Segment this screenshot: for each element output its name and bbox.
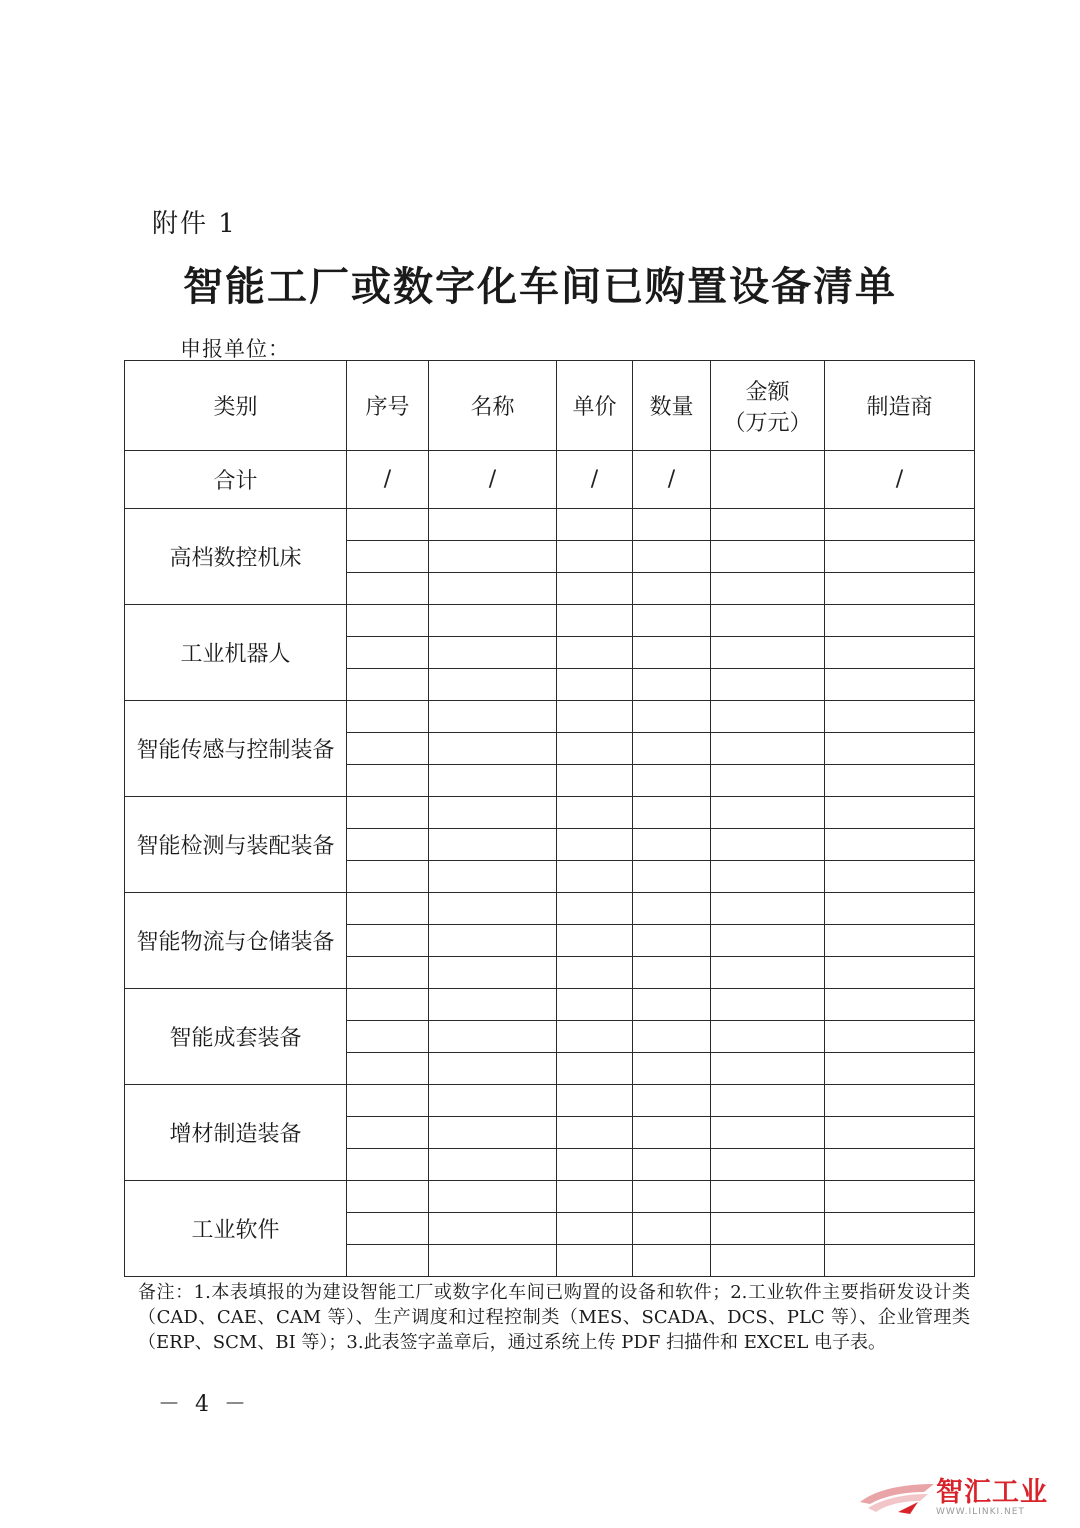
table-row — [125, 1085, 975, 1117]
table-row — [125, 605, 975, 637]
manufacturer-cell — [825, 701, 975, 733]
name-cell — [429, 797, 557, 829]
serial-cell — [347, 1021, 429, 1053]
table-row — [125, 797, 975, 829]
quantity-cell — [633, 733, 711, 765]
quantity-cell — [633, 605, 711, 637]
table-row — [125, 989, 975, 1021]
category-cell: 智能检测与装配装备 — [125, 797, 347, 893]
amount-cell — [711, 541, 825, 573]
serial-cell — [347, 925, 429, 957]
amount-cell — [711, 1053, 825, 1085]
manufacturer-cell — [825, 637, 975, 669]
unit-price-cell — [557, 829, 633, 861]
name-cell — [429, 573, 557, 605]
unit-price-cell — [557, 989, 633, 1021]
amount-cell — [711, 1085, 825, 1117]
quantity-cell — [633, 1245, 711, 1277]
category-cell: 智能物流与仓储装备 — [125, 893, 347, 989]
watermark-logo-icon — [858, 1478, 936, 1518]
serial-cell — [347, 1085, 429, 1117]
amount-cell — [711, 573, 825, 605]
unit-price-cell — [557, 669, 633, 701]
category-cell: 智能传感与控制装备 — [125, 701, 347, 797]
serial-cell — [347, 1053, 429, 1085]
attachment-label: 附件 1 — [152, 209, 237, 239]
header-category: 类别 — [125, 361, 347, 451]
header-amount-line1: 金额 — [745, 379, 790, 405]
quantity-cell — [633, 957, 711, 989]
name-cell — [429, 669, 557, 701]
serial-cell — [347, 509, 429, 541]
name-cell — [429, 1117, 557, 1149]
unit-price-cell — [557, 797, 633, 829]
unit-price-cell — [557, 893, 633, 925]
serial-cell — [347, 797, 429, 829]
page-title: 智能工厂或数字化车间已购置设备清单 — [183, 264, 897, 310]
name-cell — [429, 861, 557, 893]
manufacturer-cell — [825, 1149, 975, 1181]
manufacturer-cell — [825, 573, 975, 605]
amount-cell — [711, 1117, 825, 1149]
serial-cell — [347, 1213, 429, 1245]
quantity-cell — [633, 925, 711, 957]
amount-cell — [711, 1149, 825, 1181]
quantity-cell — [633, 829, 711, 861]
name-cell — [429, 893, 557, 925]
unit-price-cell — [557, 925, 633, 957]
name-cell — [429, 1021, 557, 1053]
quantity-cell — [633, 1181, 711, 1213]
name-cell — [429, 989, 557, 1021]
name-cell — [429, 829, 557, 861]
manufacturer-cell — [825, 1053, 975, 1085]
quantity-cell — [633, 1021, 711, 1053]
header-quantity: 数量 — [633, 361, 711, 451]
table-header-row — [125, 361, 975, 451]
total-label: 合计 — [125, 451, 347, 509]
name-cell — [429, 509, 557, 541]
unit-price-cell — [557, 1245, 633, 1277]
unit-price-cell — [557, 765, 633, 797]
amount-cell — [711, 765, 825, 797]
serial-cell — [347, 1245, 429, 1277]
quantity-cell — [633, 1085, 711, 1117]
manufacturer-cell — [825, 1213, 975, 1245]
name-cell — [429, 1053, 557, 1085]
name-cell — [429, 605, 557, 637]
header-amount — [711, 361, 825, 451]
serial-cell — [347, 765, 429, 797]
amount-cell — [711, 1021, 825, 1053]
quantity-cell — [633, 573, 711, 605]
header-serial: 序号 — [347, 361, 429, 451]
quantity-cell — [633, 989, 711, 1021]
serial-cell — [347, 989, 429, 1021]
amount-cell — [711, 1213, 825, 1245]
quantity-cell — [633, 637, 711, 669]
manufacturer-cell — [825, 1181, 975, 1213]
unit-price-cell — [557, 1053, 633, 1085]
category-cell: 增材制造装备 — [125, 1085, 347, 1181]
serial-cell — [347, 637, 429, 669]
manufacturer-cell — [825, 861, 975, 893]
serial-cell — [347, 957, 429, 989]
table-row — [125, 701, 975, 733]
quantity-cell — [633, 541, 711, 573]
manufacturer-cell — [825, 797, 975, 829]
total-unit-price-cell: / — [557, 451, 633, 509]
amount-cell — [711, 509, 825, 541]
total-row — [125, 451, 975, 509]
unit-price-cell — [557, 1117, 633, 1149]
category-cell: 高档数控机床 — [125, 509, 347, 605]
table-row — [125, 1181, 975, 1213]
unit-price-cell — [557, 1085, 633, 1117]
category-cell: 智能成套装备 — [125, 989, 347, 1085]
manufacturer-cell — [825, 541, 975, 573]
amount-cell — [711, 925, 825, 957]
manufacturer-cell — [825, 989, 975, 1021]
amount-cell — [711, 861, 825, 893]
amount-cell — [711, 637, 825, 669]
page-number: － 4 － — [158, 1392, 250, 1417]
quantity-cell — [633, 1213, 711, 1245]
watermark-name: 智汇工业 — [936, 1477, 1048, 1508]
manufacturer-cell — [825, 925, 975, 957]
manufacturer-cell — [825, 1117, 975, 1149]
watermark-url: WWW.ILINKI.NET — [936, 1507, 1025, 1517]
amount-cell — [711, 797, 825, 829]
quantity-cell — [633, 1117, 711, 1149]
quantity-cell — [633, 797, 711, 829]
name-cell — [429, 957, 557, 989]
serial-cell — [347, 541, 429, 573]
unit-price-cell — [557, 701, 633, 733]
amount-cell — [711, 829, 825, 861]
serial-cell — [347, 701, 429, 733]
amount-cell — [711, 733, 825, 765]
unit-price-cell — [557, 1181, 633, 1213]
header-name: 名称 — [429, 361, 557, 451]
quantity-cell — [633, 509, 711, 541]
manufacturer-cell — [825, 765, 975, 797]
name-cell — [429, 637, 557, 669]
manufacturer-cell — [825, 1245, 975, 1277]
unit-price-cell — [557, 957, 633, 989]
amount-cell — [711, 605, 825, 637]
category-cell: 工业机器人 — [125, 605, 347, 701]
total-serial-cell: / — [347, 451, 429, 509]
name-cell — [429, 1181, 557, 1213]
name-cell — [429, 1213, 557, 1245]
amount-cell — [711, 1181, 825, 1213]
serial-cell — [347, 733, 429, 765]
unit-price-cell — [557, 1021, 633, 1053]
manufacturer-cell — [825, 957, 975, 989]
unit-price-cell — [557, 1149, 633, 1181]
serial-cell — [347, 1181, 429, 1213]
name-cell — [429, 765, 557, 797]
amount-cell — [711, 701, 825, 733]
watermark — [858, 1476, 1068, 1520]
table-row — [125, 509, 975, 541]
total-manufacturer-cell: / — [825, 451, 975, 509]
quantity-cell — [633, 893, 711, 925]
quantity-cell — [633, 861, 711, 893]
unit-price-cell — [557, 509, 633, 541]
manufacturer-cell — [825, 509, 975, 541]
unit-price-cell — [557, 605, 633, 637]
manufacturer-cell — [825, 733, 975, 765]
manufacturer-cell — [825, 669, 975, 701]
serial-cell — [347, 1117, 429, 1149]
name-cell — [429, 701, 557, 733]
serial-cell — [347, 829, 429, 861]
total-amount-cell — [711, 451, 825, 509]
name-cell — [429, 1085, 557, 1117]
serial-cell — [347, 605, 429, 637]
manufacturer-cell — [825, 1085, 975, 1117]
unit-price-cell — [557, 733, 633, 765]
header-manufacturer: 制造商 — [825, 361, 975, 451]
applicant-label: 申报单位： — [180, 337, 290, 361]
quantity-cell — [633, 765, 711, 797]
total-name-cell: / — [429, 451, 557, 509]
quantity-cell — [633, 1053, 711, 1085]
name-cell — [429, 1245, 557, 1277]
manufacturer-cell — [825, 893, 975, 925]
serial-cell — [347, 1149, 429, 1181]
unit-price-cell — [557, 541, 633, 573]
unit-price-cell — [557, 573, 633, 605]
unit-price-cell — [557, 637, 633, 669]
amount-cell — [711, 893, 825, 925]
quantity-cell — [633, 701, 711, 733]
name-cell — [429, 733, 557, 765]
total-quantity-cell: / — [633, 451, 711, 509]
amount-cell — [711, 957, 825, 989]
unit-price-cell — [557, 861, 633, 893]
serial-cell — [347, 893, 429, 925]
amount-cell — [711, 989, 825, 1021]
name-cell — [429, 925, 557, 957]
name-cell — [429, 1149, 557, 1181]
notes-paragraph: 备注：1.本表填报的为建设智能工厂或数字化车间已购置的设备和软件；2.工业软件主要指研发设计类（CAD、CAE、CAM 等）、生产调度和过程控制类（MES、SCADA、DCS、PLC 等）、企业管理类（ERP、SCM、BI 等）；3.此表签字盖章后，通过系统上传 PDF 扫描件和 EXCEL 电子表。 — [138, 1282, 970, 1353]
equipment-table — [124, 360, 975, 1277]
serial-cell — [347, 573, 429, 605]
manufacturer-cell — [825, 829, 975, 861]
amount-cell — [711, 669, 825, 701]
name-cell — [429, 541, 557, 573]
manufacturer-cell — [825, 1021, 975, 1053]
header-unit-price: 单价 — [557, 361, 633, 451]
unit-price-cell — [557, 1213, 633, 1245]
serial-cell — [347, 669, 429, 701]
serial-cell — [347, 861, 429, 893]
quantity-cell — [633, 669, 711, 701]
manufacturer-cell — [825, 605, 975, 637]
category-cell: 工业软件 — [125, 1181, 347, 1277]
quantity-cell — [633, 1149, 711, 1181]
header-amount-line2: （万元） — [723, 410, 812, 436]
table-row — [125, 893, 975, 925]
amount-cell — [711, 1245, 825, 1277]
